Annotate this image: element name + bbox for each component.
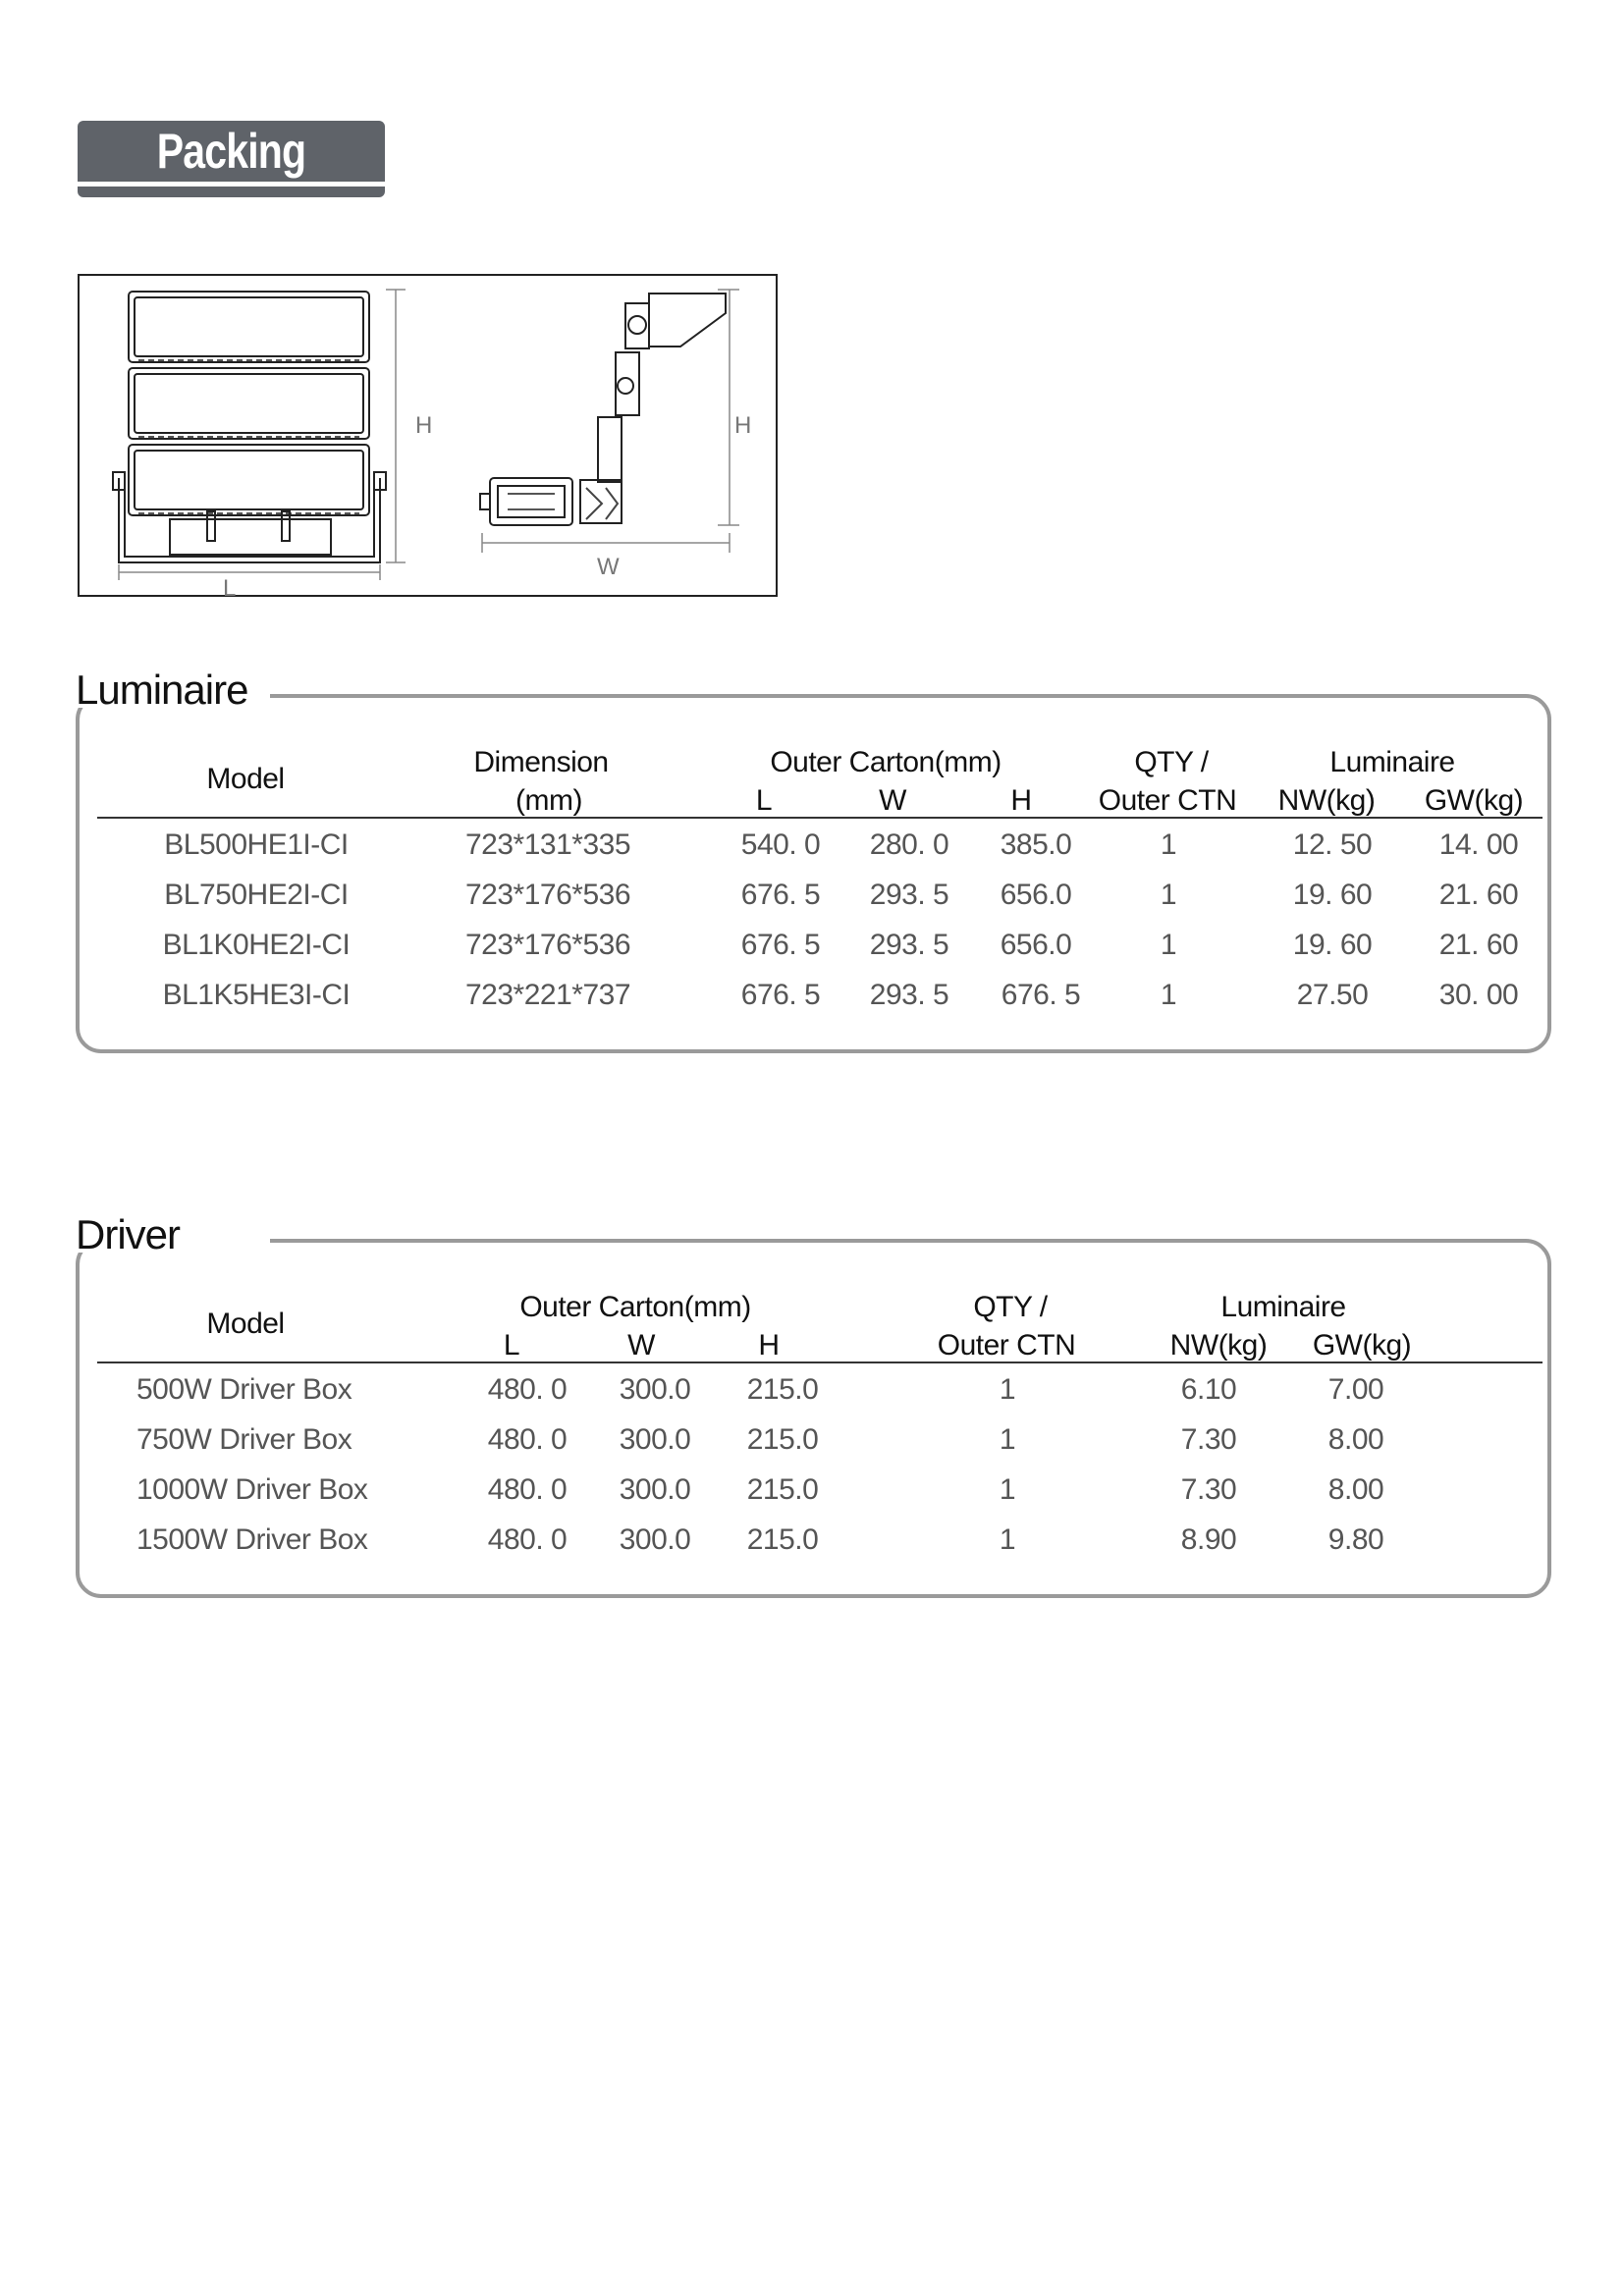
table-cell-w: 300.0: [619, 1473, 691, 1506]
driver-section-title: Driver: [76, 1211, 180, 1257]
table-cell-gw: 7.00: [1327, 1373, 1384, 1406]
table-cell-dimension: 723*221*737: [464, 979, 631, 1011]
table-cell-h: 215.0: [746, 1423, 819, 1456]
header-divider: [97, 1362, 1543, 1363]
front-height-label: H: [415, 412, 433, 439]
table-cell-gw: 14. 00: [1438, 828, 1519, 861]
table-cell-dimension: 723*176*536: [464, 879, 631, 911]
table-cell-model: 1000W Driver Box: [136, 1473, 368, 1506]
table-cell-qty: 1: [999, 1473, 1016, 1506]
table-cell-nw: 6.10: [1180, 1373, 1237, 1406]
table-cell-l: 480. 0: [487, 1473, 568, 1506]
luminaire-table: [80, 698, 1547, 1049]
header-dimension: Dimension: [473, 746, 609, 778]
table-cell-dimension: 723*131*335: [464, 828, 631, 861]
table-cell-w: 300.0: [619, 1423, 691, 1456]
header-w: W: [627, 1329, 655, 1362]
driver-table-frame: [76, 1239, 1551, 1598]
header-w: W: [879, 784, 906, 817]
luminaire-section-title: Luminaire: [76, 667, 248, 713]
header-gw: GW(kg): [1312, 1329, 1412, 1362]
header-gw: GW(kg): [1424, 784, 1524, 817]
header-divider: [97, 817, 1543, 819]
table-cell-nw: 7.30: [1180, 1473, 1237, 1506]
table-cell-qty: 1: [999, 1373, 1016, 1406]
table-cell-model: BL1K5HE3I-CI: [162, 979, 351, 1011]
table-cell-model: 500W Driver Box: [136, 1373, 352, 1406]
header-qty: QTY /: [973, 1291, 1048, 1323]
table-cell-model: BL500HE1I-CI: [164, 828, 349, 861]
table-cell-qty: 1: [1160, 828, 1177, 861]
table-cell-qty: 1: [1160, 879, 1177, 911]
header-outer-carton: Outer Carton(mm): [519, 1291, 751, 1323]
table-cell-w: 293. 5: [869, 879, 949, 911]
table-cell-h: 215.0: [746, 1373, 819, 1406]
side-width-label: W: [597, 554, 620, 580]
table-cell-gw: 21. 60: [1438, 879, 1519, 911]
table-cell-model: 750W Driver Box: [136, 1423, 352, 1456]
table-cell-nw: 8.90: [1180, 1523, 1237, 1556]
luminaire-table-frame: [76, 694, 1551, 1053]
title-gap-mask: [191, 1235, 270, 1245]
table-cell-w: 300.0: [619, 1373, 691, 1406]
table-cell-dimension: 723*176*536: [464, 929, 631, 961]
table-cell-l: 676. 5: [740, 879, 821, 911]
table-cell-h: 676. 5: [1001, 979, 1081, 1011]
header-qty: QTY /: [1134, 746, 1209, 778]
header-outer-ctn: Outer CTN: [1098, 784, 1237, 817]
table-cell-h: 656.0: [1000, 879, 1072, 911]
header-nw: NW(kg): [1277, 784, 1376, 817]
header-l: L: [755, 784, 773, 817]
table-cell-h: 215.0: [746, 1523, 819, 1556]
table-cell-h: 385.0: [1000, 828, 1072, 861]
table-cell-l: 540. 0: [740, 828, 821, 861]
table-cell-model: 1500W Driver Box: [136, 1523, 368, 1556]
table-cell-gw: 30. 00: [1438, 979, 1519, 1011]
page-title: Packing: [156, 124, 306, 179]
dimension-drawing: [78, 274, 778, 597]
table-cell-nw: 12. 50: [1292, 828, 1373, 861]
header-h: H: [1010, 784, 1032, 817]
table-cell-nw: 19. 60: [1292, 879, 1373, 911]
table-cell-gw: 21. 60: [1438, 929, 1519, 961]
table-cell-w: 293. 5: [869, 979, 949, 1011]
header-nw: NW(kg): [1169, 1329, 1268, 1362]
table-cell-nw: 7.30: [1180, 1423, 1237, 1456]
table-cell-w: 293. 5: [869, 929, 949, 961]
header-outer-carton: Outer Carton(mm): [770, 746, 1001, 778]
table-cell-l: 676. 5: [740, 979, 821, 1011]
table-cell-gw: 9.80: [1327, 1523, 1384, 1556]
table-cell-gw: 8.00: [1327, 1423, 1384, 1456]
header-h: H: [758, 1329, 780, 1362]
side-height-label: H: [734, 412, 752, 439]
table-cell-l: 480. 0: [487, 1373, 568, 1406]
table-cell-qty: 1: [1160, 929, 1177, 961]
header-model: Model: [206, 1308, 285, 1340]
table-cell-l: 480. 0: [487, 1523, 568, 1556]
header-luminaire: Luminaire: [1329, 746, 1455, 778]
header-l: L: [503, 1329, 520, 1362]
table-cell-l: 480. 0: [487, 1423, 568, 1456]
table-cell-nw: 19. 60: [1292, 929, 1373, 961]
header-dimension-unit: (mm): [515, 784, 582, 817]
table-cell-w: 280. 0: [869, 828, 949, 861]
luminaire-outline-drawing: [80, 276, 780, 599]
table-cell-qty: 1: [999, 1423, 1016, 1456]
table-cell-l: 676. 5: [740, 929, 821, 961]
table-cell-nw: 27.50: [1296, 979, 1369, 1011]
table-cell-qty: 1: [999, 1523, 1016, 1556]
table-cell-model: BL1K0HE2I-CI: [162, 929, 351, 961]
driver-table: [80, 1243, 1547, 1594]
table-cell-w: 300.0: [619, 1523, 691, 1556]
badge-underline: [78, 187, 385, 197]
front-length-label: L: [223, 575, 237, 599]
header-model: Model: [206, 763, 285, 795]
header-luminaire: Luminaire: [1220, 1291, 1346, 1323]
table-cell-qty: 1: [1160, 979, 1177, 1011]
section-badge: [78, 121, 385, 199]
table-cell-h: 656.0: [1000, 929, 1072, 961]
table-cell-model: BL750HE2I-CI: [164, 879, 349, 911]
table-cell-gw: 8.00: [1327, 1473, 1384, 1506]
header-outer-ctn: Outer CTN: [937, 1329, 1076, 1362]
table-cell-h: 215.0: [746, 1473, 819, 1506]
